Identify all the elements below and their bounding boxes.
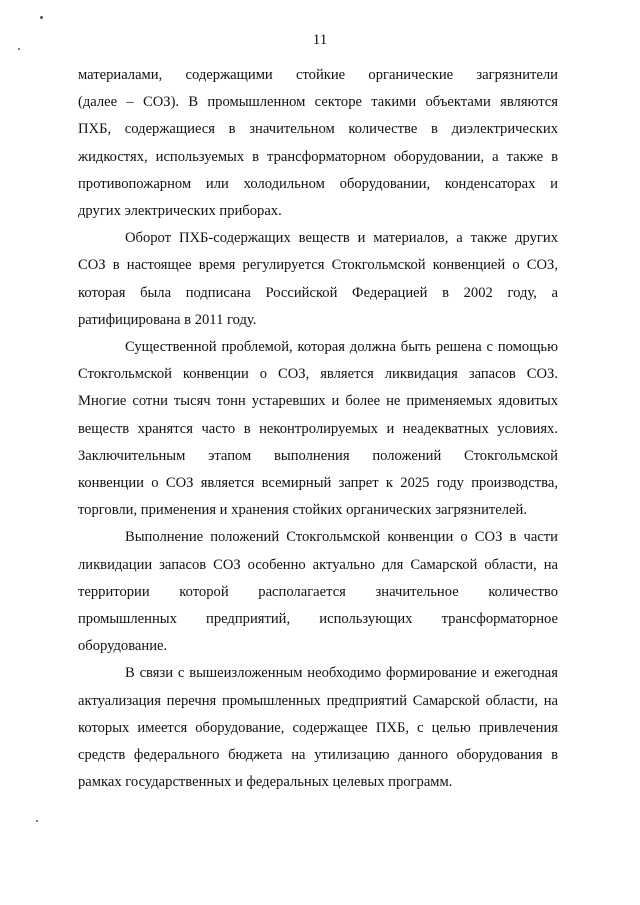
text-line: Многие сотни тысяч тонн устаревших и более не применяемых ядовитых xyxy=(78,393,558,410)
text-line: конвенции о СОЗ является всемирный запрет к 2025 году производства, xyxy=(78,475,558,492)
text-line: других электрических приборах. xyxy=(78,203,282,220)
text-line: которых имеется оборудование, содержащее ПХБ, с целью привлечения xyxy=(78,719,558,736)
text-line: В связи с вышеизложенным необходимо формирование и ежегодная xyxy=(125,665,558,682)
text-line: рамках государственных и федеральных целевых программ. xyxy=(78,774,453,791)
text-line: Существенной проблемой, которая должна быть решена с помощью xyxy=(125,339,558,356)
text-line: ратифицирована в 2011 году. xyxy=(78,311,257,328)
page-number: 11 xyxy=(312,32,328,48)
text-line: актуализация перечня промышленных предприятий Самарской области, на xyxy=(78,692,558,709)
paragraph xyxy=(78,225,558,334)
text-line: промышленных предприятий, использующих трансформаторное xyxy=(78,611,558,628)
text-line: веществ хранятся часто в неконтролируемых и неадекватных условиях. xyxy=(78,420,558,437)
text-line: противопожарном или холодильном оборудовании, конденсаторах и xyxy=(78,175,558,192)
text-line: Оборот ПХБ-содержащих веществ и материалов, а также других xyxy=(125,230,558,247)
text-line: которая была подписана Российской Федерацией в 2002 году, а xyxy=(78,284,558,301)
text-line: территории которой располагается значительное количество xyxy=(78,583,558,600)
text-line: материалами, содержащими стойкие органические загрязнители xyxy=(78,67,558,83)
paragraph xyxy=(78,334,558,524)
scan-speck xyxy=(36,820,38,822)
text-line: Выполнение положений Стокгольмской конвенции о СОЗ в части xyxy=(125,529,558,546)
paragraph xyxy=(78,524,558,660)
text-line: ликвидации запасов СОЗ особенно актуально для Самарской области, на xyxy=(78,556,558,573)
paragraph xyxy=(78,660,558,796)
paragraph xyxy=(78,62,558,225)
text-line: Заключительным этапом выполнения положений Стокгольмской xyxy=(78,447,558,464)
body-text xyxy=(78,62,558,796)
text-line: средств федерального бюджета на утилизацию данного оборудования в xyxy=(78,747,558,764)
text-line: торговли, применения и хранения стойких органических загрязнителей. xyxy=(78,502,527,519)
text-line: оборудование. xyxy=(78,638,168,655)
text-line: (далее – СОЗ). В промышленном секторе такими объектами являются xyxy=(78,94,558,111)
scan-speck xyxy=(40,16,43,19)
text-line: Стокгольмской конвенции о СОЗ, является ликвидация запасов СОЗ. xyxy=(78,366,558,383)
text-line: жидкостях, используемых в трансформаторном оборудовании, а также в xyxy=(78,148,558,165)
text-line: СОЗ в настоящее время регулируется Стокгольмской конвенцией о СОЗ, xyxy=(78,257,558,274)
text-line: ПХБ, содержащиеся в значительном количестве в диэлектрических xyxy=(78,121,558,138)
